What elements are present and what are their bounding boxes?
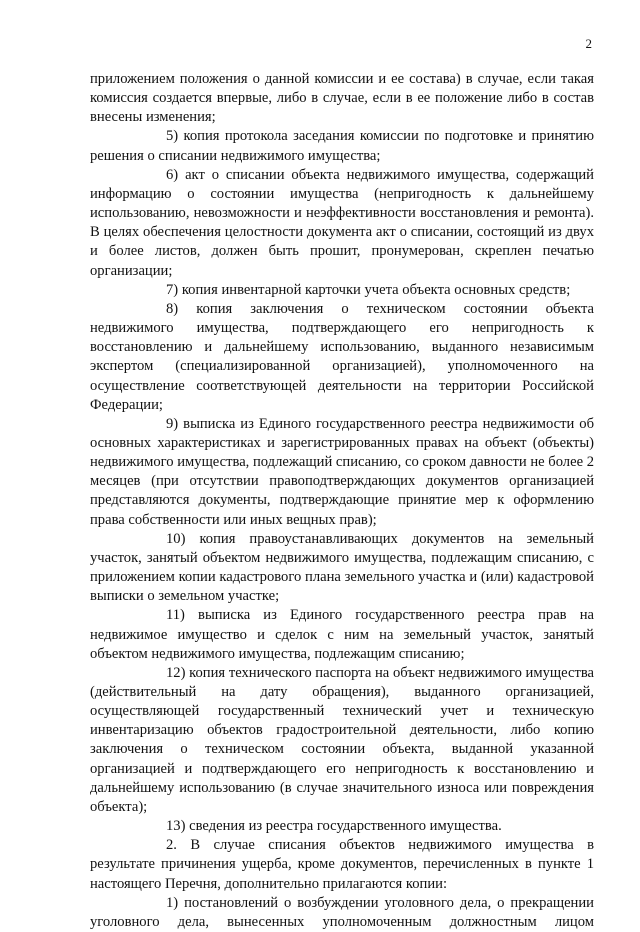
item-number: 10) xyxy=(166,530,186,547)
paragraph-text: акт о списании объекта недвижимого имущества, содержащий информацию о состоянии имущества (непригодность к дальнейшему использованию, невозможности и неэффективности восстановления и ремонта). В целях обеспечения целостности документа акт о списании, состоящий из двух и более листов, должен быть прошит, пронумерован, скреплен печатью организации; xyxy=(90,166,594,279)
item-number: 9) xyxy=(166,415,179,432)
list-item-9 xyxy=(90,415,594,530)
list-item-11 xyxy=(90,606,594,663)
paragraph-text: сведения из реестра государственного имущества. xyxy=(189,818,502,835)
item-number: 11) xyxy=(166,607,185,624)
section-2 xyxy=(90,836,594,893)
item-number: 2. xyxy=(166,837,177,854)
paragraph-text: копия протокола заседания комиссии по подготовке и принятию решения о списании недвижимого имущества; xyxy=(90,128,594,164)
list-item-7 xyxy=(90,281,594,300)
item-number: 13) xyxy=(166,818,186,835)
paragraph-text: копия технического паспорта на объект недвижимого имущества (действительный на дату обращения), выданного организацией, осуществляющей государственный технический учет и техническую инвентаризацию объектов градостроительной деятельности, либо копию заключения о техническом состоянии объекта, выданной указанной организацией и подтверждающего его непригодность к восстановлению и дальнейшему использованию (в случае значительного износа или повреждения объекта); xyxy=(90,664,594,815)
item-number: 12) xyxy=(166,664,186,681)
list-item-6 xyxy=(90,166,594,281)
item-number: 1) xyxy=(166,894,179,911)
paragraph-text: приложением положения о данной комиссии и ее состава) в случае, если такая комиссия создается впервые, либо в случае, если в ее положение либо в состав внесены изменения; xyxy=(90,71,594,126)
paragraph-text: копия инвентарной карточки учета объекта основных средств; xyxy=(181,281,571,298)
list-item-5 xyxy=(90,127,594,165)
list-item-10 xyxy=(90,530,594,607)
page-number: 2 xyxy=(585,36,592,51)
document-body xyxy=(90,70,594,932)
item-number: 5) xyxy=(166,128,179,145)
item-number: 7) xyxy=(166,281,179,298)
paragraph-text: копия правоустанавливающих документов на земельный участок, занятый объектом недвижимого имущества, подлежащим списанию, с приложением копии кадастрового плана земельного участка и (или) кадастровой выписки о земельном участке; xyxy=(90,530,594,605)
paragraph-text: выписка из Единого государственного реестра недвижимости об основных характеристиках и зарегистрированных правах на объект (объекты) недвижимого имущества, подлежащий списанию, со сроком давности не более 2 месяцев (при отсутствии правоподтверждающих документов организацией представляются документы, подтверждающие принятие мер к оформлению права собственности или иных вещных прав); xyxy=(90,415,594,528)
paragraph-text: выписка из Единого государственного реестра прав на недвижимое имущество и сделок с ним на земельный участок, занятый объектом недвижимого имущества, подлежащим списанию; xyxy=(90,607,594,662)
paragraph-text: копия заключения о техническом состоянии объекта недвижимого имущества, подтверждающего его непригодность к восстановлению и дальнейшему использованию, выданного независимым экспертом (специализированной организацией), уполномоченного на осуществление соответствующей деятельности на территории Российской Федерации; xyxy=(90,300,594,413)
list-item-12 xyxy=(90,664,594,817)
list-item-13 xyxy=(90,817,594,836)
item-number: 8) xyxy=(166,300,179,317)
list-item-8 xyxy=(90,300,594,415)
sublist-item-1 xyxy=(90,894,594,932)
paragraph-continuation xyxy=(90,70,594,127)
paragraph-text: постановлений о возбуждении уголовного дела, о прекращении уголовного дела, вынесенных уполномоченным должностным лицом xyxy=(90,894,594,930)
item-number: 6) xyxy=(166,166,179,183)
paragraph-text: В случае списания объектов недвижимого имущества в результате причинения ущерба, кроме документов, перечисленных в пункте 1 настоящего Перечня, дополнительно прилагаются копии: xyxy=(90,837,594,892)
